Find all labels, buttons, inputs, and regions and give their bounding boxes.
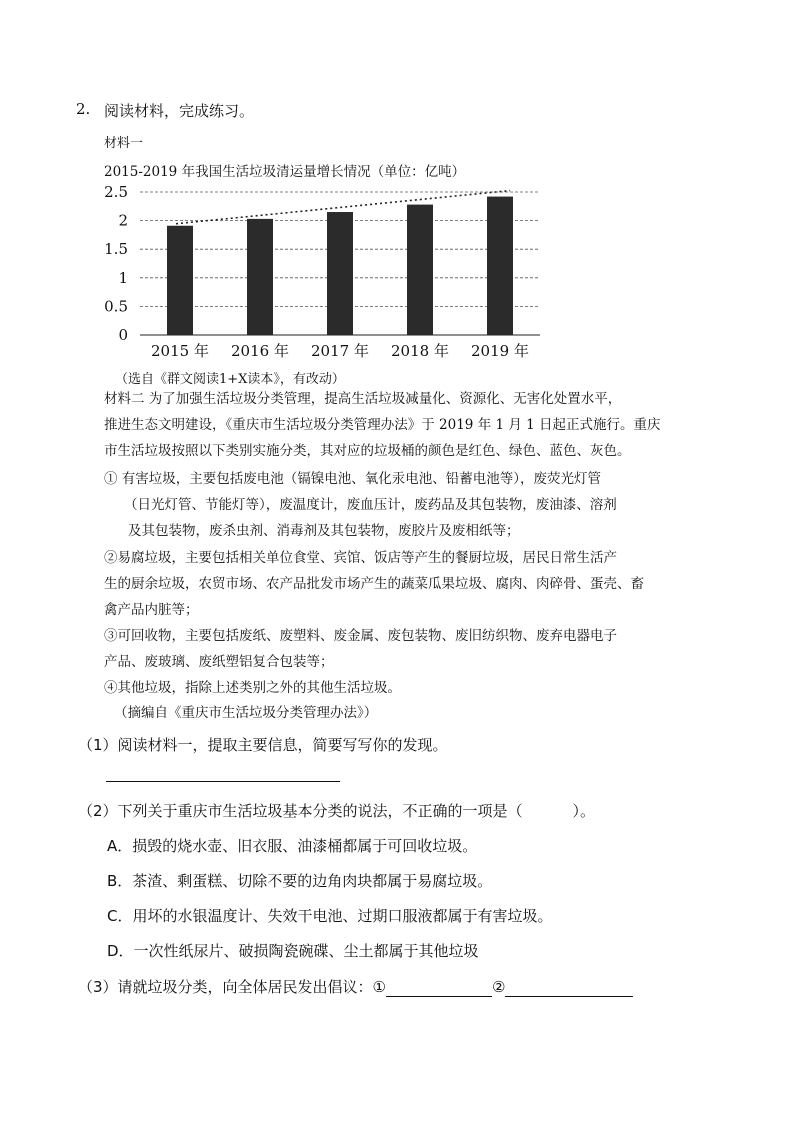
x-tick-label: 2019 年 bbox=[471, 342, 529, 360]
material2-intro-line-2: 推进生态文明建设，《重庆市生活垃圾分类管理办法》于 2019 年 1 月 1 日起正式施行。重庆 bbox=[104, 417, 661, 433]
material2-intro-line-1: 材料二 为了加强生活垃圾分类管理，提高生活垃圾减量化、资源化、无害化处置水平， bbox=[104, 391, 622, 407]
item1-line-2: （日光灯管、节能灯等），废温度计，废血压计，废药品及其包装物，废油漆、溶剂 bbox=[124, 497, 617, 513]
option-c[interactable]: C．用坏的水银温度计、失效干电池、过期口服液都属于有害垃圾。 bbox=[107, 907, 553, 925]
sub-question-1: （1）阅读材料一，提取主要信息，简要写写你的发现。 bbox=[78, 736, 448, 754]
bar bbox=[327, 212, 353, 335]
sub-question-2-tail: ）。 bbox=[572, 802, 596, 820]
sub-question-3-stem: （3）请就垃圾分类，向全体居民发出倡议：① bbox=[78, 978, 386, 996]
item1-line-1: ① 有害垃圾，主要包括废电池（镉镍电池、氧化汞电池、铅蓄电池等），废荧光灯管 bbox=[104, 471, 602, 487]
sub-question-2-stem: （2）下列关于重庆市生活垃圾基本分类的说法，不正确的一项是（ bbox=[78, 802, 523, 820]
item2-line-1: ②易腐垃圾，主要包括相关单位食堂、宾馆、饭店等产生的餐厨垃圾，居民日常生活产 bbox=[104, 550, 617, 566]
chart-title: 2015-2019 年我国生活垃圾清运量增长情况（单位：亿吨） bbox=[104, 164, 466, 180]
answer-mark-2: ② bbox=[492, 978, 506, 996]
question-number: 2. bbox=[76, 100, 91, 118]
material1-source: （选自《群文阅读1+X读本》，有改动） bbox=[115, 372, 345, 387]
answer-blank-3-2[interactable] bbox=[505, 996, 633, 997]
item1-line-3: 及其包装物，废杀虫剂、消毒剂及其包装物，废胶片及废相纸等； bbox=[128, 523, 520, 539]
bar bbox=[247, 219, 273, 335]
option-b[interactable]: B．茶渣、剩蛋糕、切除不要的边角肉块都属于易腐垃圾。 bbox=[107, 872, 493, 890]
y-tick-label: 1 bbox=[118, 268, 128, 287]
sub-question-2 bbox=[78, 800, 595, 821]
x-tick-label: 2016 年 bbox=[231, 342, 289, 360]
bar-chart-svg bbox=[100, 178, 550, 363]
y-tick-label: 2.5 bbox=[104, 183, 128, 201]
item2-line-3: 禽产品内脏等； bbox=[104, 602, 199, 618]
item3-line-2: 产品、废玻璃、废纸塑铝复合包装等； bbox=[104, 654, 334, 670]
option-a[interactable]: A．损毁的烧水壶、旧衣服、油漆桶都属于可回收垃圾。 bbox=[107, 837, 478, 855]
question-instruction: 阅读材料，完成练习。 bbox=[104, 102, 255, 120]
answer-line-1[interactable] bbox=[106, 781, 340, 782]
item4-line: ④其他垃圾，指除上述类别之外的其他生活垃圾。 bbox=[104, 680, 401, 696]
answer-blank-3-1[interactable] bbox=[386, 996, 492, 997]
item2-line-2: 生的厨余垃圾，农贸市场、农产品批发市场产生的蔬菜瓜果垃圾、腐肉、肉碎骨、蛋壳、畜 bbox=[104, 576, 644, 592]
sub-question-3 bbox=[78, 976, 633, 997]
y-tick-label: 0 bbox=[118, 326, 128, 344]
y-tick-label: 1.5 bbox=[104, 240, 128, 259]
bar bbox=[167, 226, 193, 335]
bar bbox=[407, 205, 433, 335]
material2-source: （摘编自《重庆市生活垃圾分类管理办法》） bbox=[114, 705, 378, 721]
x-tick-label: 2018 年 bbox=[391, 342, 449, 360]
y-tick-label: 0.5 bbox=[104, 297, 128, 316]
y-tick-label: 2 bbox=[118, 211, 128, 230]
bar bbox=[487, 197, 513, 335]
x-tick-label: 2017 年 bbox=[311, 342, 369, 360]
bar-chart bbox=[100, 178, 550, 363]
item3-line-1: ③可回收物，主要包括废纸、废塑料、废金属、废包装物、废旧纺织物、废弃电器电子 bbox=[104, 628, 617, 644]
material2-intro-line-3: 市生活垃圾按照以下类别实施分类，其对应的垃圾桶的颜色是红色、绿色、蓝色、灰色。 bbox=[104, 443, 631, 459]
material1-label: 材料一 bbox=[104, 136, 144, 151]
x-tick-label: 2015 年 bbox=[151, 342, 209, 360]
option-d[interactable]: D．一次性纸尿片、破损陶瓷碗碟、尘土都属于其他垃圾 bbox=[107, 942, 479, 960]
